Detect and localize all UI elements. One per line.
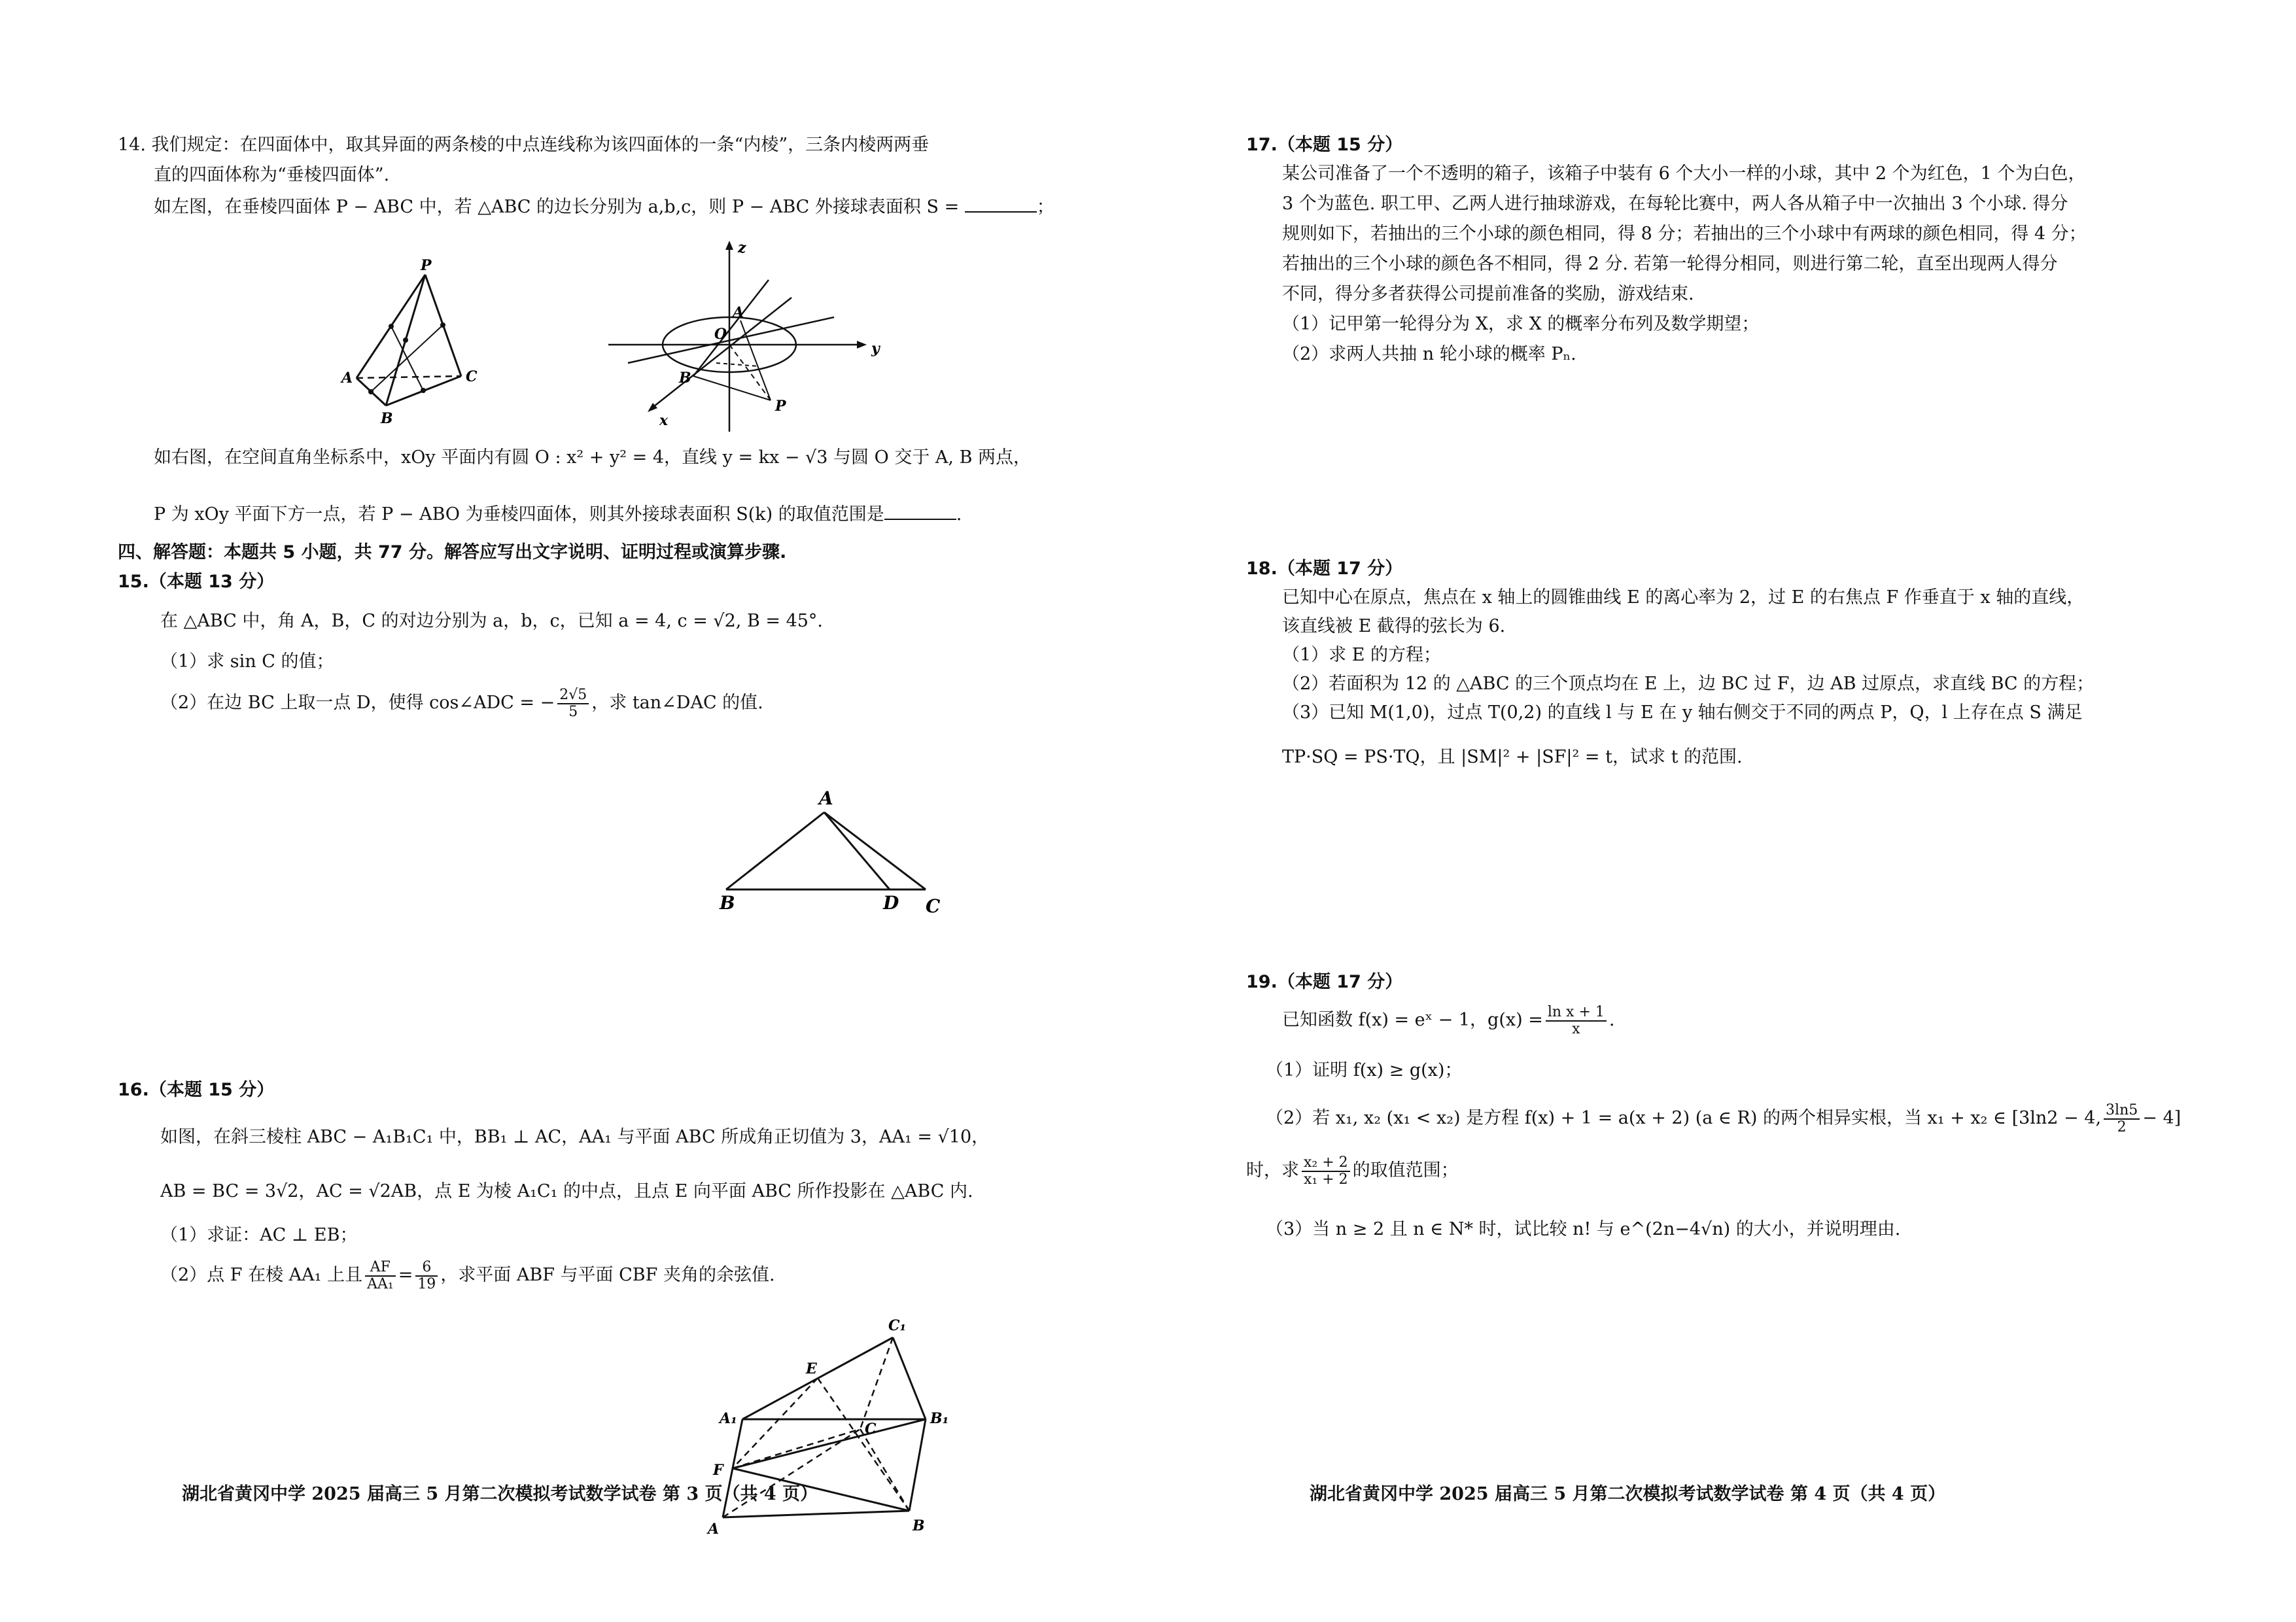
q14-line3-end: ；: [1036, 197, 1054, 217]
q16-fraction-1-numerator: AF: [365, 1260, 396, 1277]
q16-fraction-2-denominator: 19: [417, 1275, 436, 1292]
q19-g-fraction: [1546, 1005, 1607, 1037]
q17-part1: （1）记甲第一轮得分为 X，求 X 的概率分布列及数学期望；: [1282, 314, 1760, 334]
segment-FC-hidden: [733, 1429, 860, 1468]
q16-part2-text-a: （2）点 F 在棱 AA₁ 上且: [160, 1265, 363, 1285]
q19-header: 19.（本题 17 分）: [1246, 972, 1403, 992]
label-O: O: [714, 326, 727, 343]
edge-B1B: [909, 1419, 926, 1511]
q19-line1-text-b: .: [1609, 1010, 1615, 1030]
left-page-footer: 湖北省黄冈中学 2025 届高三 5 月第二次模拟考试数学试卷 第 3 页（共 4 页）: [182, 1484, 818, 1504]
q15-line1: 在 △ABC 中，角 A，B，C 的对边分别为 a，b，c，已知 a = 4, c = √2, B = 45°.: [160, 611, 824, 631]
edge-AC-hidden: [357, 376, 461, 378]
q16-fraction-1: [365, 1260, 396, 1292]
label-B: B: [381, 410, 393, 427]
label-B: B: [720, 892, 735, 914]
label-C: C: [865, 1421, 877, 1438]
label-B: B: [679, 370, 691, 387]
q16-fraction-2-numerator: 6: [415, 1260, 438, 1277]
right-page-footer: 湖北省黄冈中学 2025 届高三 5 月第二次模拟考试数学试卷 第 4 页（共 4 页）: [1310, 1484, 1946, 1504]
q16-line2: AB = BC = 3√2，AC = √2AB，点 E 为棱 A₁C₁ 的中点，且点 E 向平面 ABC 所作投影在 △ABC 内.: [160, 1181, 973, 1201]
label-E: E: [806, 1360, 817, 1377]
q16-fraction-2: [415, 1260, 438, 1292]
edge-CB-hidden: [860, 1429, 909, 1511]
y-axis-arrow: [857, 341, 867, 349]
label-y: y: [871, 340, 880, 357]
q19-part2-fraction: [2104, 1103, 2140, 1135]
q19-part2-line2: [1246, 1151, 1459, 1190]
q19-ratio-numerator: x₂ + 2: [1302, 1155, 1350, 1172]
q18-line1: 已知中心在原点，焦点在 x 轴上的圆锥曲线 E 的离心率为 2，过 E 的右焦点 F 作垂直于 x 轴的直线，: [1282, 587, 2085, 608]
side-AC: [824, 812, 926, 889]
label-F: F: [713, 1462, 723, 1479]
inner-edge-hidden: [716, 363, 759, 366]
q19-line1-text-a: 已知函数 f(x) = eˣ − 1，g(x) =: [1282, 1010, 1543, 1030]
q18-part2: （2）若面积为 12 的 △ABC 的三个顶点均在 E 上，边 BC 过 F，边 AB 过原点，求直线 BC 的方程；: [1282, 674, 2095, 694]
q14-line1: 14. 我们规定：在四面体中，取其异面的两条棱的中点连线称为该四面体的一条“内棱”，三条内棱两两垂: [118, 135, 930, 155]
q14-answer-blank-1: [965, 194, 1037, 213]
q15-fraction-denominator: 5: [568, 703, 578, 720]
q19-part2: [1266, 1099, 2181, 1138]
q16-fraction-1-denominator: AA₁: [367, 1275, 394, 1292]
q17-line-2: 3 个为蓝色. 职工甲、乙两人进行抽球游戏，在每轮比赛中，两人各从箱子中一次抽出 3 个小球. 得分: [1282, 194, 2068, 214]
q19-part1: （1）证明 f(x) ≥ g(x)；: [1266, 1060, 1463, 1080]
edge-C1C-hidden: [860, 1337, 893, 1429]
segment-EB-hidden: [818, 1378, 909, 1511]
q17-line-4: 若抽出的三个小球的颜色各不相同，得 2 分. 若第一轮得分相同，则进行第二轮，直至出现两人得分: [1282, 254, 2058, 274]
q14-coordinate-figure: [602, 235, 890, 438]
segment-AB: [693, 280, 769, 376]
q19-part2-text-a: （2）若 x₁, x₂ (x₁ < x₂) 是方程 f(x) + 1 = a(x + 2) (a ∈ R) 的两个相异实根，当 x₁ + x₂ ∈ [3ln2 − 4,: [1266, 1108, 2102, 1128]
q16-header: 16.（本题 15 分）: [118, 1080, 275, 1100]
q16-prism-figure: [693, 1315, 968, 1553]
q15-part2: [160, 683, 763, 723]
q14-line5-end: .: [956, 504, 962, 525]
label-C: C: [466, 368, 478, 385]
midpoint-dot: [389, 324, 394, 329]
midpoint-dot: [368, 389, 374, 394]
q15-fraction: [557, 687, 589, 720]
q19-ratio-fraction: [1302, 1155, 1350, 1188]
q19-g-numerator: ln x + 1: [1546, 1005, 1607, 1022]
q16-part1: （1）求证：AC ⊥ EB；: [160, 1225, 358, 1245]
q19-ratio-denominator: x₁ + 2: [1304, 1171, 1348, 1188]
q14-line5: [154, 502, 962, 526]
q14-line2: 直的四面体称为“垂棱四面体”.: [154, 165, 390, 185]
label-B: B: [913, 1517, 925, 1534]
label-A: A: [341, 370, 353, 387]
q14-answer-blank-2: [884, 502, 956, 520]
q14-line3-text: 如左图，在垂棱四面体 P − ABC 中，若 △ABC 的边长分别为 a,b,c，则 P − ABC 外接球表面积 S =: [154, 197, 965, 217]
side-AB: [726, 812, 824, 889]
edge-BP: [693, 376, 771, 400]
q19-part2-denominator: 2: [2117, 1118, 2127, 1135]
label-C: C: [926, 895, 941, 917]
q15-part1: （1）求 sin C 的值；: [160, 651, 334, 672]
q18-header: 18.（本题 17 分）: [1246, 559, 1403, 579]
q18-line2: 该直线被 E 截得的弦长为 6.: [1282, 616, 1506, 636]
edge-C1B1: [893, 1337, 926, 1419]
label-B1: B₁: [930, 1410, 949, 1427]
q17-line-5: 不同，得分多者获得公司提前准备的奖励，游戏结束.: [1282, 284, 1694, 304]
q19-part2-numerator: 3ln5: [2104, 1103, 2140, 1120]
q17-line-3: 规则如下，若抽出的三个小球的颜色相同，得 8 分；若抽出的三个小球中有两球的颜色相同，得 4 分；: [1282, 224, 2087, 244]
q16-part2: [160, 1256, 775, 1295]
q18-part1: （1）求 E 的方程；: [1282, 645, 1442, 665]
q18-part3-line2: TP·SQ = PS·TQ，且 |SM|² + |SF|² = t，试求 t 的范围.: [1282, 747, 1743, 767]
z-axis-arrow: [725, 241, 733, 250]
q14-line4: 如右图，在空间直角坐标系中，xOy 平面内有圆 O : x² + y² = 4，直线 y = kx − √3 与圆 O 交于 A, B 两点，: [154, 447, 1031, 468]
q17-header: 17.（本题 15 分）: [1246, 135, 1403, 155]
q19-part3: （3）当 n ≥ 2 且 n ∈ N* 时，试比较 n! 与 e^(2n−4√n) 的大小，并说明理由.: [1266, 1219, 1901, 1239]
midpoint-dot: [421, 388, 426, 393]
q19-line1: [1282, 1001, 1614, 1040]
q19-part2-line2-text-a: 时，求: [1246, 1160, 1299, 1181]
q19-g-denominator: x: [1572, 1020, 1580, 1037]
q15-part2-text-b: ，求 tan∠DAC 的值.: [591, 693, 763, 713]
label-P: P: [421, 257, 432, 274]
q16-part2-equals: =: [398, 1265, 413, 1285]
q16-line1: 如图，在斜三棱柱 ABC − A₁B₁C₁ 中，BB₁ ⊥ AC，AA₁ 与平面 ABC 所成角正切值为 3，AA₁ = √10，: [160, 1127, 990, 1147]
section-4-heading: 四、解答题：本题共 5 小题，共 77 分。解答应写出文字说明、证明过程或演算步骤.: [118, 542, 787, 562]
q19-part2-line2-text-b: 的取值范围；: [1352, 1160, 1459, 1181]
midpoint-dot: [440, 322, 445, 328]
midpoint-dot: [403, 337, 408, 343]
q14-tetrahedron-figure: [294, 252, 491, 428]
q19-part2-text-b: − 4]: [2142, 1108, 2182, 1128]
label-A: A: [708, 1521, 720, 1538]
edge-AB: [723, 1511, 909, 1517]
label-C1: C₁: [888, 1317, 907, 1334]
segment-FB1: [733, 1419, 926, 1468]
label-A: A: [819, 787, 833, 809]
q16-part2-text-b: ，求平面 ABF 与平面 CBF 夹角的余弦值.: [440, 1265, 775, 1285]
q18-part3: （3）已知 M(1,0)，过点 T(0,2) 的直线 l 与 E 在 y 轴右侧交于不同的两点 P，Q，l 上存在点 S 满足: [1282, 702, 2083, 723]
q14-line3: [154, 194, 1054, 218]
label-A1: A₁: [720, 1410, 737, 1427]
q15-fraction-numerator: 2√5: [557, 687, 589, 704]
label-A: A: [733, 304, 744, 321]
label-D: D: [883, 892, 899, 914]
segment-AD: [824, 812, 890, 889]
q15-part2-text-a: （2）在边 BC 上取一点 D，使得 cos∠ADC = −: [160, 693, 555, 713]
label-z: z: [738, 239, 746, 256]
q15-triangle-figure: [693, 778, 981, 922]
q17-line-1: 某公司准备了一个不透明的箱子，该箱子中装有 6 个大小一样的小球，其中 2 个为红色，1 个为白色，: [1282, 164, 2086, 184]
q15-header: 15.（本题 13 分）: [118, 572, 275, 592]
label-P: P: [775, 398, 786, 415]
line-l: [628, 317, 834, 363]
q14-line5-text: P 为 xOy 平面下方一点，若 P − ABO 为垂棱四面体，则其外接球表面积 S(k) 的取值范围是: [154, 504, 884, 525]
label-x: x: [659, 412, 669, 429]
q17-part2: （2）求两人共抽 n 轮小球的概率 Pₙ.: [1282, 344, 1576, 364]
